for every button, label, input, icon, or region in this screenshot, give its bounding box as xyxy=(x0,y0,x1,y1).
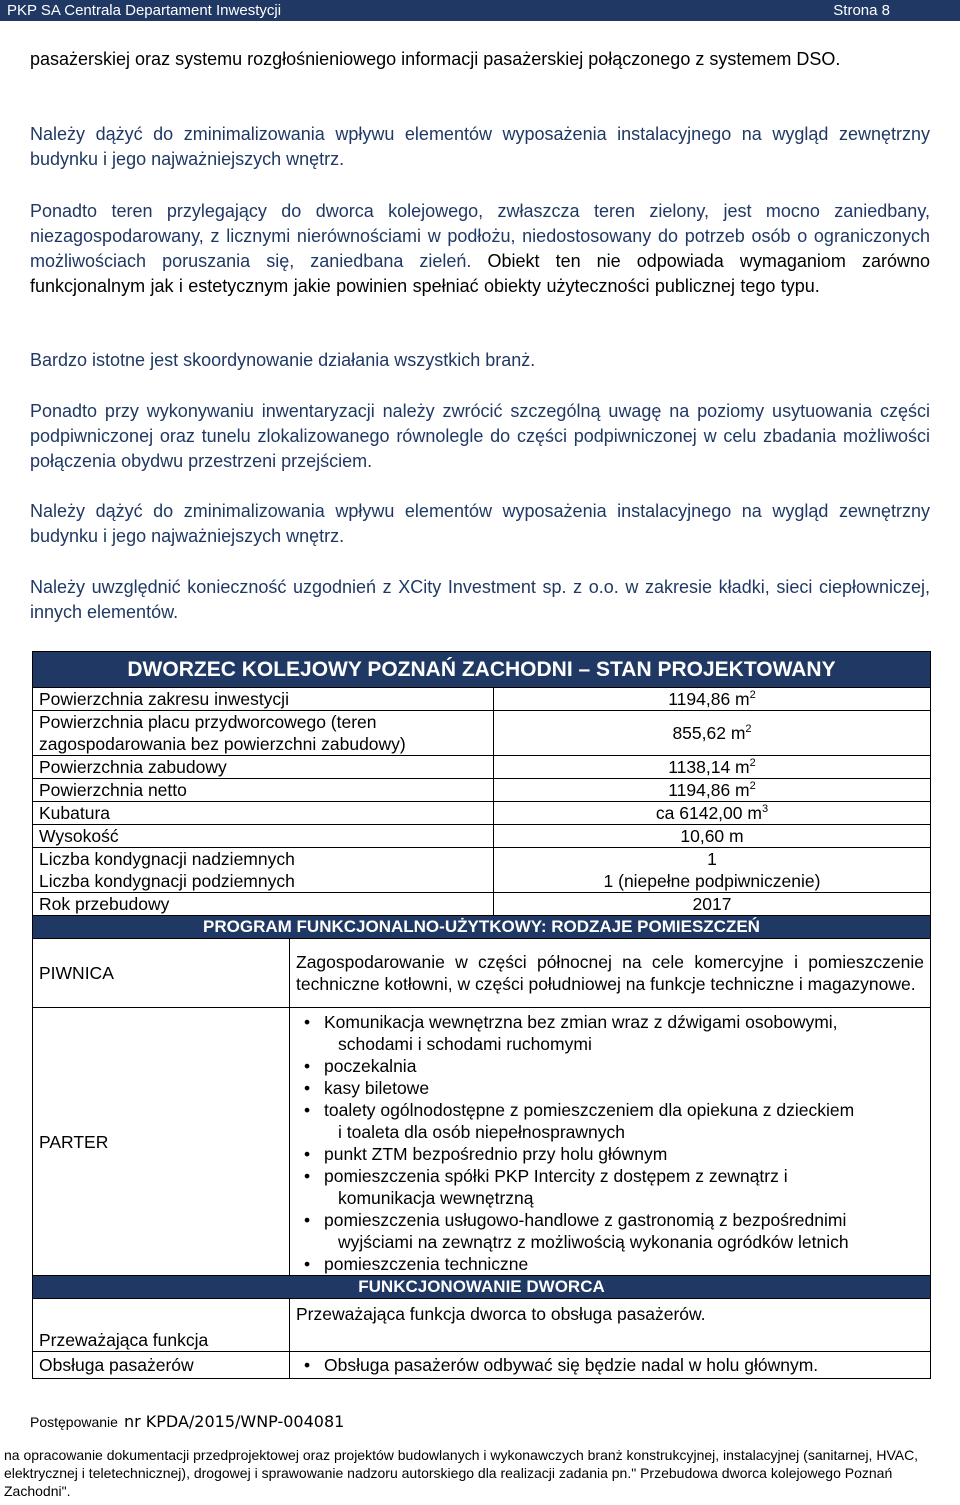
row-label: Powierzchnia netto xyxy=(33,779,494,802)
funkcjonowanie-heading: FUNKCJONOWANIE DWORCA xyxy=(33,1276,931,1299)
list-item: • Komunikacja wewnętrzna bez zmian wraz z dźwigami osobowymi, schodami i schodami ruchomymi xyxy=(304,1012,838,1054)
funkcja-label: Przeważająca funkcja xyxy=(33,1299,290,1352)
paragraph-6: Należy dążyć do zminimalizowania wpływu elementów wyposażenia instalacyjnego na wygląd zewnętrzny budynku i jego najważniejszych wnętrz. xyxy=(30,501,930,546)
row-label: Powierzchnia zakresu inwestycji xyxy=(33,688,494,711)
list-item: • kasy biletowe xyxy=(304,1078,430,1098)
table-title: DWORZEC KOLEJOWY POZNAŃ ZACHODNI – STAN PROJEKTOWANY xyxy=(33,652,931,688)
obsluga-cell xyxy=(290,1352,931,1379)
list-item: • Obsługa pasażerów odbywać się będzie nadal w holu głównym. xyxy=(304,1355,819,1375)
bullet-icon: • xyxy=(304,1355,311,1375)
paragraph-5: Ponadto przy wykonywaniu inwentaryzacji należy zwrócić szczególną uwagę na poziomy usytuowania części podpiwniczonej oraz tunelu zlokalizowanego równolegle do części podpiwniczonej w celu zbadania możliwości połączenia obydwu przestrzeni przejściem. xyxy=(30,401,930,471)
bullet-icon: • xyxy=(304,1254,311,1274)
paragraph-4: Bardzo istotne jest skoordynowanie działania wszystkich branż. xyxy=(30,350,536,370)
footer-text: na opracowanie dokumentacji przedprojektowej oraz projektów budowlanych i wykonawczych branż konstrukcyjnej, instalacyjnej (sanitarnej, HVAC, elektrycznej i teletechnicznej), drogowej i sprawowanie nadzoru autorskiego dla realizacji zadania pn." Przebudowa dworca kolejowego Poznań Zachodni". xyxy=(4,1447,919,1499)
procedure-number xyxy=(30,1412,344,1432)
row-value: 855,62 $m^2$ xyxy=(494,711,931,756)
row-value: 1194,86 $m^2$ xyxy=(494,688,931,711)
parter-list xyxy=(296,1011,924,1275)
table-row xyxy=(33,779,931,802)
list-item: • poczekalnia xyxy=(304,1056,417,1076)
bullet-icon: • xyxy=(304,1078,311,1098)
table-row xyxy=(33,756,931,779)
list-item: • toalety ogólnodostępne z pomieszczeniem dla opiekuna z dzieckiem i toaleta dla osób niepełnosprawnych xyxy=(304,1100,855,1142)
paragraph-3-highlight: Ponadto teren przylegający do dworca kolejowego, zwłaszcza teren zielony, jest mocno zaniedbany, niezagospodarowany, z licznymi nierównościami w podłożu, niedostosowany do potrzeb osób o ograniczonych możliwościach poruszania się, zaniedbana zieleń. xyxy=(30,201,930,271)
row-value: 2017 xyxy=(494,893,931,916)
page-header xyxy=(0,0,960,21)
paragraph-3 xyxy=(30,199,930,299)
program-heading: PROGRAM FUNKCJONALNO-UŻYTKOWY: RODZAJE POMIESZCZEŃ xyxy=(33,916,931,939)
list-item: • pomieszczenia spółki PKP Intercity z dostępem z zewnątrz i komunikacja wewnętrzną xyxy=(304,1166,788,1208)
bullet-icon: • xyxy=(304,1166,311,1186)
row-label: Liczba kondygnacji nadziemnych Liczba kondygnacji podziemnych xyxy=(33,848,494,893)
parter-list-cell xyxy=(290,1008,931,1276)
table-row xyxy=(33,848,931,893)
header-org: PKP SA Centrala Departament Inwestycji xyxy=(7,2,282,19)
table-row xyxy=(33,939,931,1008)
list-item: • pomieszczenia techniczne xyxy=(304,1254,529,1274)
table-row xyxy=(33,1299,931,1352)
row-label: Rok przebudowy xyxy=(33,893,494,916)
list-item: • pomieszczenia usługowo-handlowe z gastronomią z bezpośrednimi wyjściami na zewnątrz z możliwością wykonania ogródków letnich xyxy=(304,1210,849,1252)
table-row xyxy=(33,711,931,756)
obsluga-label: Obsługa pasażerów xyxy=(33,1352,290,1379)
bullet-icon: • xyxy=(304,1056,311,1076)
table-row xyxy=(33,825,931,848)
row-label: Powierzchnia zabudowy xyxy=(33,756,494,779)
table-row xyxy=(33,802,931,825)
row-value: ca 6142,00 $m^3$ xyxy=(494,802,931,825)
row-value: 10,60 m xyxy=(494,825,931,848)
paragraph-2: Należy dążyć do zminimalizowania wpływu elementów wyposażenia instalacyjnego na wygląd zewnętrzny budynku i jego najważniejszych wnętrz. xyxy=(30,124,930,169)
bullet-icon: • xyxy=(304,1100,311,1120)
bullet-icon: • xyxy=(304,1210,311,1230)
header-page-number: Strona 8 xyxy=(833,2,890,19)
row-label: Wysokość xyxy=(33,825,494,848)
table-row xyxy=(33,1352,931,1379)
paragraph-3-rest: Obiekt ten nie odpowiada wymaganiom zarówno funkcjonalnym jak i estetycznym jakie powinien spełniać obiekty użyteczności publicznej tego typu. xyxy=(30,251,930,296)
table-row xyxy=(33,688,931,711)
obsluga-list xyxy=(296,1354,924,1376)
paragraph-1: pasażerskiej oraz systemu rozgłośnieniowego informacji pasażerskiej połączonego z systemem DSO. xyxy=(30,49,841,69)
row-label: Powierzchnia placu przydworcowego (teren zagospodarowania bez powierzchni zabudowy) xyxy=(33,711,494,756)
row-label: Kubatura xyxy=(33,802,494,825)
piwnica-description: Zagospodarowanie w części północnej na cele komercyjne i pomieszczenie techniczne kotłowni, w części południowej na funkcje techniczne i magazynowe. xyxy=(290,939,931,1008)
funkcja-text: Przeważająca funkcja dworca to obsługa pasażerów. xyxy=(290,1299,931,1352)
row-value: 1194,86 $m^2$ xyxy=(494,779,931,802)
row-value: 1 1 (niepełne podpiwniczenie) xyxy=(494,848,931,893)
paragraph-7: Należy uwzględnić konieczność uzgodnień z XCity Investment sp. z o.o. w zakresie kładki, sieci ciepłowniczej, innych elementów. xyxy=(30,577,930,622)
row-value: 1138,14 $m^2$ xyxy=(494,756,931,779)
list-item: • punkt ZTM bezpośrednio przy holu głównym xyxy=(304,1144,668,1164)
table-row xyxy=(33,893,931,916)
procedure-code: nr KPDA/2015/WNP-004081 xyxy=(123,1412,345,1431)
bullet-icon: • xyxy=(304,1144,311,1164)
bullet-icon: • xyxy=(304,1012,311,1032)
procedure-label: Postępowanie xyxy=(30,1414,118,1430)
section-label-parter: PARTER xyxy=(33,1008,290,1276)
project-table xyxy=(32,651,931,1379)
section-label-piwnica: PIWNICA xyxy=(33,939,290,1008)
table-row xyxy=(33,1008,931,1276)
